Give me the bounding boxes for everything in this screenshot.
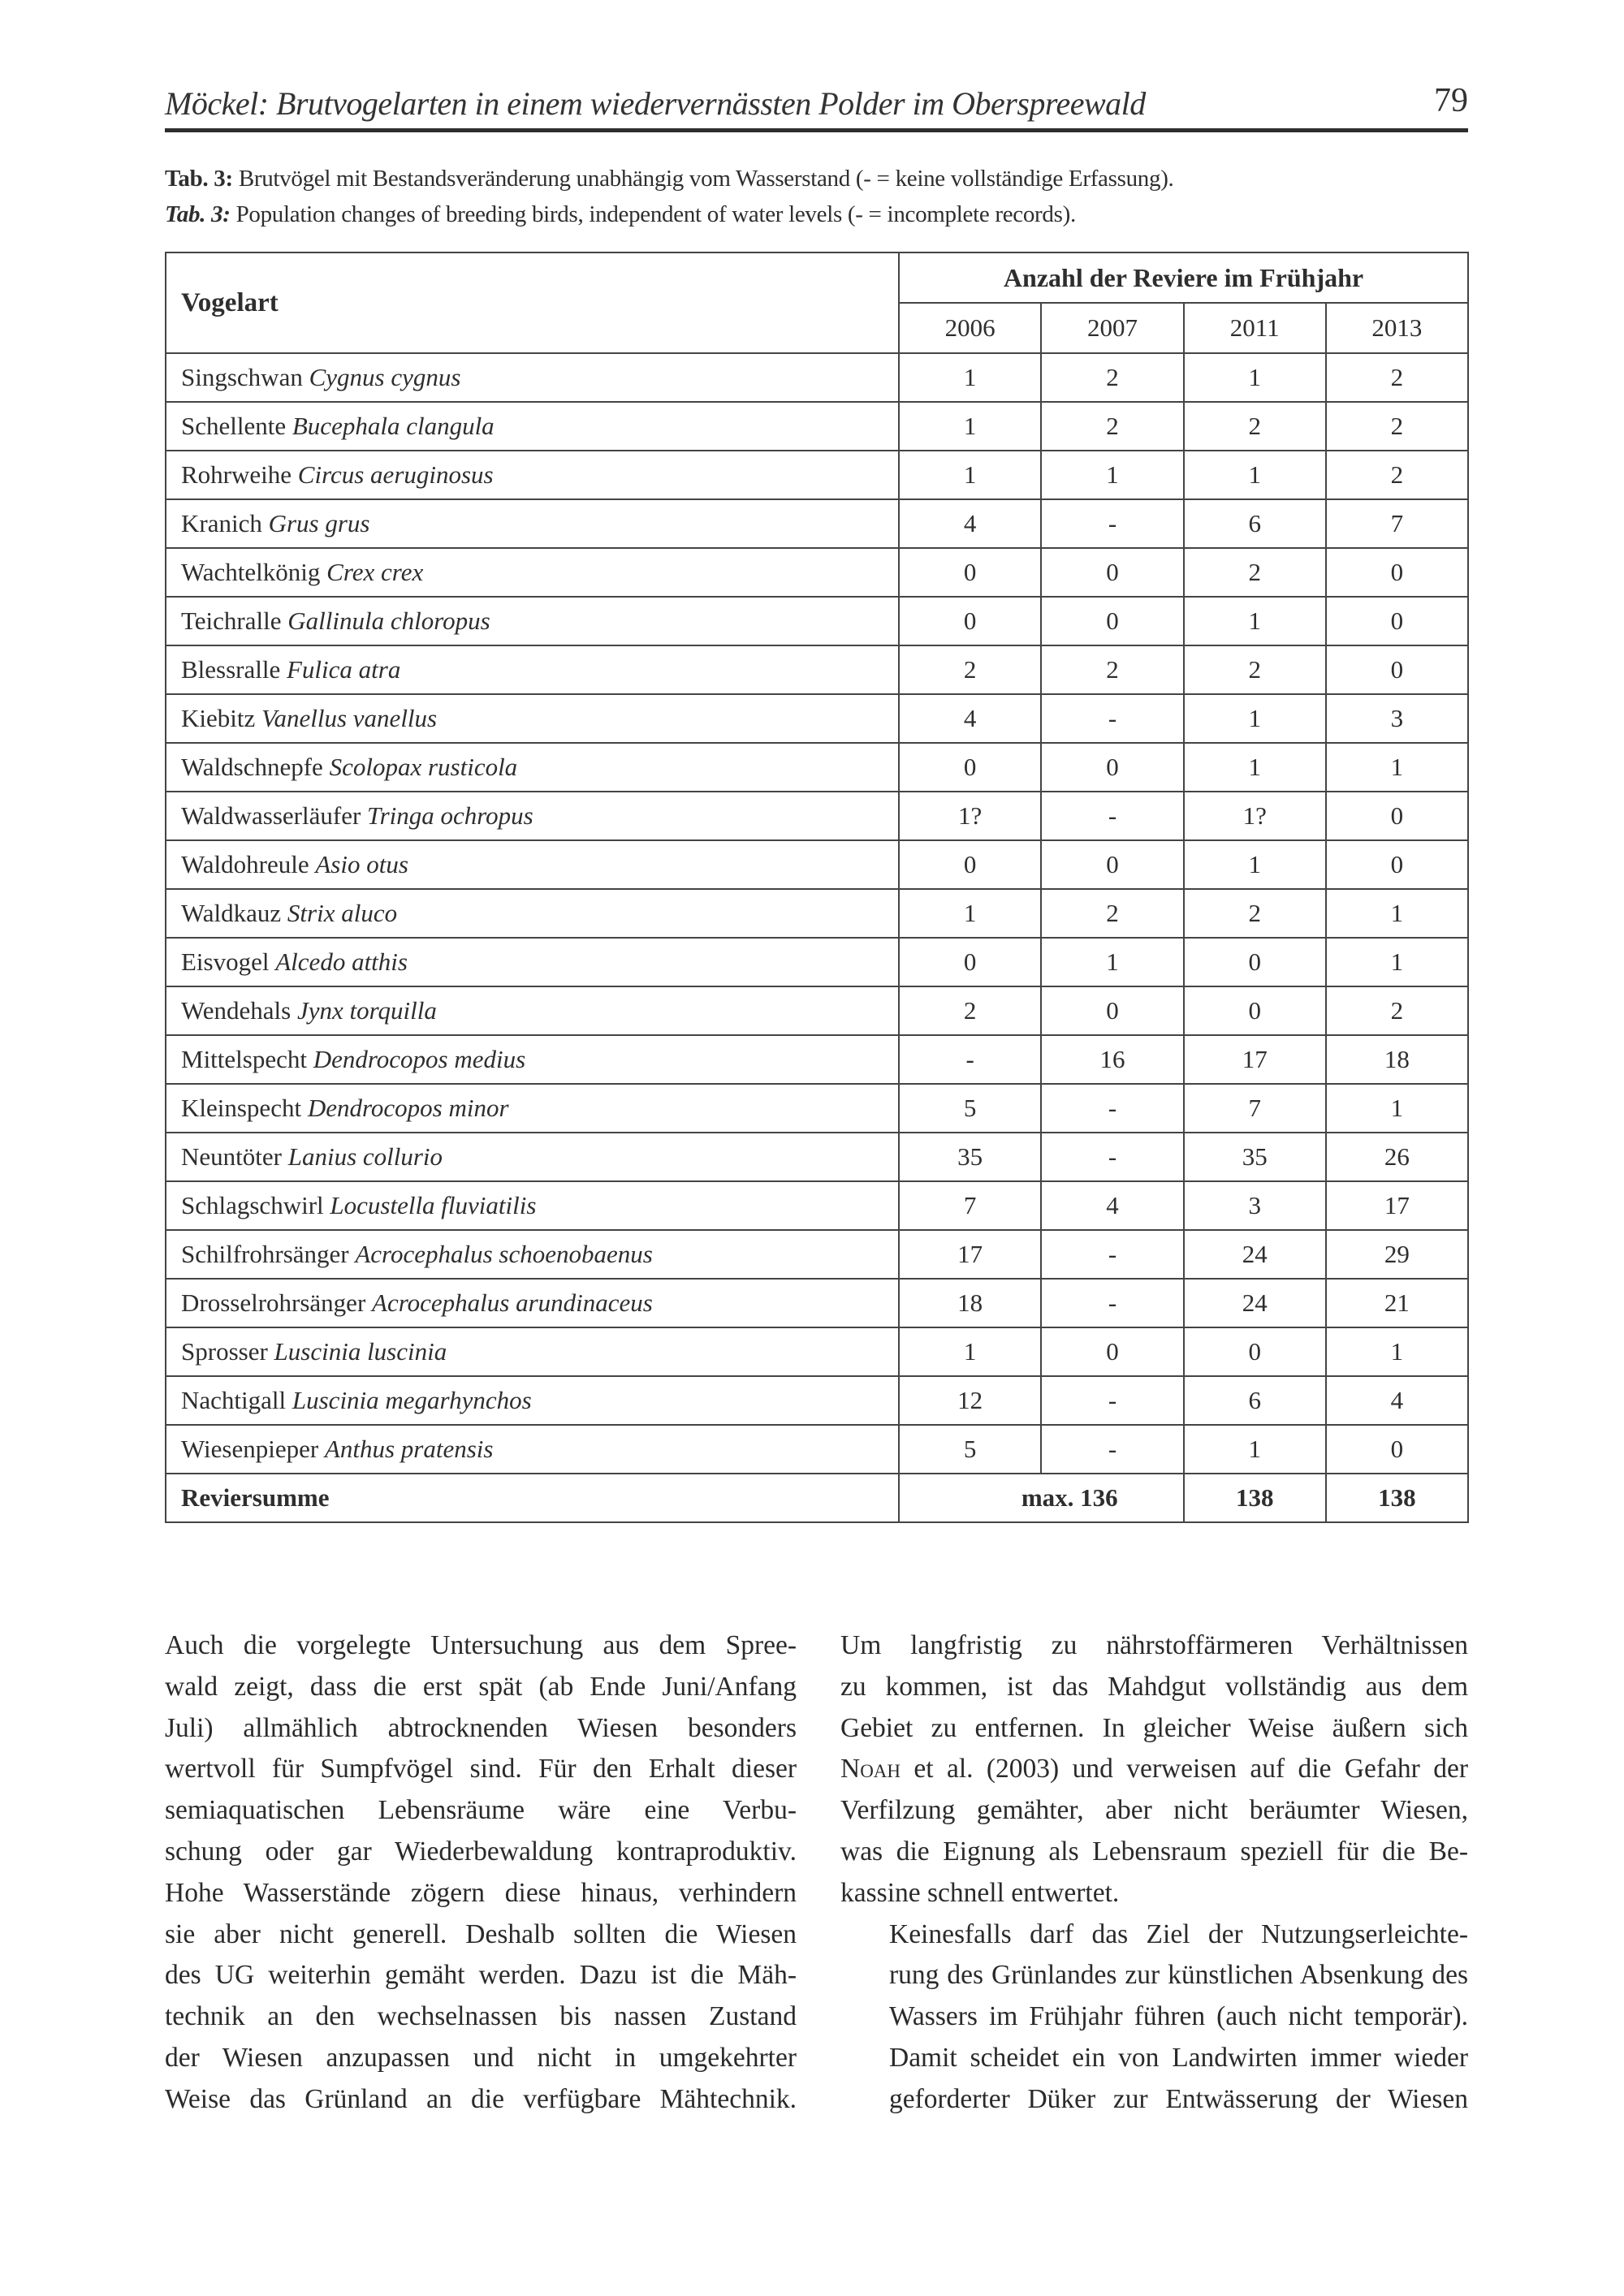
count-cell-2007: 0 — [1041, 1327, 1183, 1376]
table-body — [166, 353, 1468, 1474]
count-cell-2006: 5 — [899, 1425, 1041, 1474]
species-cell — [166, 792, 899, 840]
count-cell-2007: 0 — [1041, 743, 1183, 792]
count-cell-2007: - — [1041, 499, 1183, 548]
text-line — [840, 1749, 1468, 1790]
text-line: sie aber nicht generell. Deshalb sollten die Wiesen — [165, 1918, 797, 1949]
count-cell-2007: - — [1041, 694, 1183, 743]
table-row — [166, 1181, 1468, 1230]
common-name: Waldkauz — [181, 899, 282, 927]
table-header-row — [166, 252, 1468, 303]
count-cell-2013: 1 — [1326, 1327, 1468, 1376]
year-header: 2013 — [1326, 303, 1468, 353]
count-cell-2007: - — [1041, 792, 1183, 840]
table-row — [166, 1084, 1468, 1133]
common-name: Schilfrohrsänger — [181, 1240, 349, 1268]
count-cell-2006: 1? — [899, 792, 1041, 840]
latin-name: Anthus pratensis — [324, 1435, 494, 1463]
latin-name: Asio otus — [315, 850, 408, 878]
count-cell-2013: 17 — [1326, 1181, 1468, 1230]
body-column-right — [840, 1625, 1468, 2121]
sum-row — [166, 1474, 1468, 1522]
count-cell-2007: - — [1041, 1230, 1183, 1279]
count-cell-2006: 5 — [899, 1084, 1041, 1133]
count-cell-2013: 2 — [1326, 986, 1468, 1035]
latin-name: Acrocephalus arundinaceus — [372, 1288, 653, 1317]
count-cell-2007: - — [1041, 1279, 1183, 1327]
count-cell-2011: 1 — [1184, 353, 1326, 402]
count-cell-2011: 35 — [1184, 1133, 1326, 1181]
count-cell-2006: 4 — [899, 694, 1041, 743]
text-line: kassine schnell entwertet. — [840, 1877, 1120, 1908]
count-cell-2006: 0 — [899, 840, 1041, 889]
species-cell — [166, 1084, 899, 1133]
table-row — [166, 1279, 1468, 1327]
table-row — [166, 986, 1468, 1035]
count-cell-2007: 2 — [1041, 645, 1183, 694]
common-name: Schlagschwirl — [181, 1191, 324, 1219]
count-cell-2006: 0 — [899, 743, 1041, 792]
count-cell-2006: 7 — [899, 1181, 1041, 1230]
paragraph — [165, 1625, 797, 2121]
text-line: schung oder gar Wiederbewaldung kontraproduktiv. — [165, 1836, 797, 1867]
count-cell-2013: 3 — [1326, 694, 1468, 743]
count-cell-2006: 1 — [899, 1327, 1041, 1376]
count-cell-2006: 1 — [899, 353, 1041, 402]
latin-name: Tringa ochropus — [367, 801, 533, 830]
species-cell — [166, 548, 899, 597]
table-row — [166, 1035, 1468, 1084]
count-cell-2013: 2 — [1326, 451, 1468, 499]
common-name: Kiebitz — [181, 704, 256, 732]
sum-label: Reviersumme — [166, 1474, 899, 1522]
count-cell-2013: 4 — [1326, 1376, 1468, 1425]
text-line: Verfilzung gemähter, aber nicht beräumter Wiesen, — [840, 1795, 1468, 1826]
count-cell-2011: 0 — [1184, 986, 1326, 1035]
count-cell-2007: 1 — [1041, 451, 1183, 499]
territories-group-header: Anzahl der Reviere im Frühjahr — [899, 252, 1468, 303]
count-cell-2006: 2 — [899, 645, 1041, 694]
text-line: Gebiet zu entfernen. In gleicher Weise äußern sich — [840, 1712, 1468, 1743]
year-header: 2006 — [899, 303, 1041, 353]
common-name: Waldohreule — [181, 850, 309, 878]
count-cell-2006: 2 — [899, 986, 1041, 1035]
paragraph — [840, 1914, 1468, 2121]
species-cell — [166, 1327, 899, 1376]
latin-name: Luscinia megarhynchos — [292, 1386, 532, 1414]
latin-name: Jynx torquilla — [296, 996, 437, 1025]
common-name: Wachtelkönig — [181, 558, 321, 586]
count-cell-2011: 0 — [1184, 938, 1326, 986]
latin-name: Dendrocopos minor — [307, 1094, 509, 1122]
caption-label: Tab. 3: — [165, 201, 231, 227]
count-cell-2007: 4 — [1041, 1181, 1183, 1230]
count-cell-2007: 16 — [1041, 1035, 1183, 1084]
latin-name: Cygnus cygnus — [309, 363, 461, 391]
count-cell-2011: 2 — [1184, 548, 1326, 597]
count-cell-2011: 24 — [1184, 1279, 1326, 1327]
latin-name: Locustella fluviatilis — [330, 1191, 537, 1219]
count-cell-2013: 1 — [1326, 1084, 1468, 1133]
count-cell-2007: 1 — [1041, 938, 1183, 986]
latin-name: Circus aeruginosus — [297, 460, 494, 489]
text-line: wertvoll für Sumpfvögel sind. Für den Erhalt dieser — [165, 1754, 797, 1785]
count-cell-2013: 18 — [1326, 1035, 1468, 1084]
count-cell-2006: 4 — [899, 499, 1041, 548]
text-line: des UG weiterhin gemäht werden. Dazu ist die Mäh- — [165, 1960, 797, 1991]
table-row — [166, 1133, 1468, 1181]
common-name: Blessralle — [181, 655, 281, 684]
common-name: Singschwan — [181, 363, 303, 391]
common-name: Wiesenpieper — [181, 1435, 319, 1463]
count-cell-2011: 6 — [1184, 499, 1326, 548]
count-cell-2013: 1 — [1326, 938, 1468, 986]
sum-2011: 138 — [1184, 1474, 1326, 1522]
citation-text: et al. (2003) und verweisen auf die Gefahr der — [901, 1754, 1468, 1785]
species-cell — [166, 499, 899, 548]
count-cell-2007: - — [1041, 1425, 1183, 1474]
text-line: technik an den wechselnassen bis nassen Zustand — [165, 2001, 797, 2032]
common-name: Eisvogel — [181, 947, 270, 976]
count-cell-2013: 0 — [1326, 548, 1468, 597]
species-cell — [166, 597, 899, 645]
species-column-header: Vogelart — [166, 252, 899, 353]
table-row — [166, 1425, 1468, 1474]
latin-name: Scolopax rusticola — [329, 753, 518, 781]
count-cell-2011: 1 — [1184, 694, 1326, 743]
table-row — [166, 743, 1468, 792]
text-line: Um langfristig zu nährstoffärmeren Verhältnissen — [840, 1630, 1468, 1660]
breeding-birds-table — [165, 252, 1469, 1523]
count-cell-2013: 2 — [1326, 353, 1468, 402]
text-line: Keinesfalls darf das Ziel der Nutzungserleichte- — [889, 1918, 1468, 1949]
table-row — [166, 499, 1468, 548]
species-cell — [166, 353, 899, 402]
species-cell — [166, 1376, 899, 1425]
species-cell — [166, 743, 899, 792]
text-line: was die Eignung als Lebensraum speziell für die Be- — [840, 1836, 1468, 1867]
species-cell — [166, 645, 899, 694]
count-cell-2007: 2 — [1041, 889, 1183, 938]
sum-2013: 138 — [1326, 1474, 1468, 1522]
species-cell — [166, 451, 899, 499]
text-line: Weise das Grünland an die verfügbare Mähtechnik. — [165, 2083, 797, 2114]
text-line: semiaquatischen Lebensräume wäre eine Verbu- — [165, 1795, 797, 1826]
count-cell-2013: 21 — [1326, 1279, 1468, 1327]
species-cell — [166, 1035, 899, 1084]
count-cell-2011: 1? — [1184, 792, 1326, 840]
table-row — [166, 353, 1468, 402]
count-cell-2011: 2 — [1184, 645, 1326, 694]
count-cell-2013: 29 — [1326, 1230, 1468, 1279]
table-row — [166, 548, 1468, 597]
count-cell-2011: 17 — [1184, 1035, 1326, 1084]
count-cell-2007: - — [1041, 1133, 1183, 1181]
text-line: der Wiesen anzupassen und nicht in umgekehrter — [165, 2042, 797, 2073]
count-cell-2011: 6 — [1184, 1376, 1326, 1425]
count-cell-2013: 7 — [1326, 499, 1468, 548]
common-name: Mittelspecht — [181, 1045, 307, 1073]
caption-text: Brutvögel mit Bestandsveränderung unabhängig vom Wasserstand (- = keine vollständige Erfassung). — [232, 166, 1174, 192]
species-cell — [166, 1279, 899, 1327]
species-cell — [166, 1181, 899, 1230]
text-line: Juli) allmählich abtrocknenden Wiesen besonders — [165, 1712, 797, 1743]
count-cell-2011: 1 — [1184, 451, 1326, 499]
common-name: Neuntöter — [181, 1142, 282, 1171]
latin-name: Vanellus vanellus — [261, 704, 438, 732]
table-row — [166, 1376, 1468, 1425]
latin-name: Luscinia luscinia — [274, 1337, 447, 1366]
count-cell-2007: 0 — [1041, 548, 1183, 597]
species-cell — [166, 1230, 899, 1279]
count-cell-2006: 17 — [899, 1230, 1041, 1279]
table-caption-german — [165, 162, 1480, 195]
common-name: Schellente — [181, 412, 287, 440]
text-line: geforderter Düker zur Entwässerung der Wiesen — [889, 2083, 1468, 2114]
count-cell-2011: 7 — [1184, 1084, 1326, 1133]
count-cell-2006: 18 — [899, 1279, 1041, 1327]
latin-name: Fulica atra — [287, 655, 401, 684]
species-cell — [166, 938, 899, 986]
count-cell-2006: 1 — [899, 889, 1041, 938]
text-line: Hohe Wasserstände zögern diese hinaus, verhindern — [165, 1877, 797, 1908]
count-cell-2007: - — [1041, 1084, 1183, 1133]
count-cell-2011: 0 — [1184, 1327, 1326, 1376]
latin-name: Lanius collurio — [287, 1142, 443, 1171]
page-number: 79 — [1434, 82, 1468, 119]
latin-name: Crex crex — [326, 558, 424, 586]
species-cell — [166, 694, 899, 743]
count-cell-2013: 0 — [1326, 1425, 1468, 1474]
table-row — [166, 1327, 1468, 1376]
table-row — [166, 1230, 1468, 1279]
paragraph — [840, 1625, 1468, 1914]
table-row — [166, 451, 1468, 499]
table-row — [166, 645, 1468, 694]
count-cell-2013: 0 — [1326, 840, 1468, 889]
count-cell-2013: 1 — [1326, 889, 1468, 938]
count-cell-2013: 1 — [1326, 743, 1468, 792]
text-line: Damit scheidet ein von Landwirten immer wieder — [889, 2042, 1468, 2073]
species-cell — [166, 986, 899, 1035]
running-head — [165, 81, 1468, 132]
running-title: Möckel: Brutvogelarten in einem wiedervernässten Polder im Oberspreewald — [165, 85, 1146, 122]
latin-name: Bucephala clangula — [292, 412, 495, 440]
species-cell — [166, 889, 899, 938]
count-cell-2011: 2 — [1184, 402, 1326, 451]
latin-name: Acrocephalus schoenobaenus — [355, 1240, 653, 1268]
count-cell-2011: 1 — [1184, 597, 1326, 645]
count-cell-2007: 2 — [1041, 402, 1183, 451]
year-header: 2011 — [1184, 303, 1326, 353]
body-column-left — [165, 1625, 797, 2121]
count-cell-2011: 24 — [1184, 1230, 1326, 1279]
count-cell-2007: 2 — [1041, 353, 1183, 402]
latin-name: Gallinula chloropus — [287, 606, 490, 635]
cited-author: Noah — [840, 1754, 901, 1785]
common-name: Drosselrohrsänger — [181, 1288, 366, 1317]
count-cell-2013: 0 — [1326, 645, 1468, 694]
count-cell-2006: - — [899, 1035, 1041, 1084]
table-row — [166, 792, 1468, 840]
table-row — [166, 840, 1468, 889]
count-cell-2013: 2 — [1326, 402, 1468, 451]
count-cell-2007: - — [1041, 1376, 1183, 1425]
table-row — [166, 938, 1468, 986]
latin-name: Dendrocopos medius — [313, 1045, 526, 1073]
common-name: Nachtigall — [181, 1386, 287, 1414]
common-name: Wendehals — [181, 996, 292, 1025]
latin-name: Grus grus — [268, 509, 370, 537]
text-line: rung des Grünlandes zur künstlichen Absenkung des — [889, 1960, 1468, 1991]
count-cell-2013: 0 — [1326, 597, 1468, 645]
latin-name: Strix aluco — [287, 899, 398, 927]
count-cell-2006: 1 — [899, 402, 1041, 451]
count-cell-2006: 0 — [899, 938, 1041, 986]
common-name: Sprosser — [181, 1337, 268, 1366]
count-cell-2006: 12 — [899, 1376, 1041, 1425]
common-name: Waldschnepfe — [181, 753, 323, 781]
count-cell-2011: 1 — [1184, 1425, 1326, 1474]
species-cell — [166, 1133, 899, 1181]
year-header: 2007 — [1041, 303, 1183, 353]
sum-2006-2007: max. 136 — [899, 1474, 1184, 1522]
table-row — [166, 402, 1468, 451]
count-cell-2011: 3 — [1184, 1181, 1326, 1230]
species-cell — [166, 1425, 899, 1474]
text-line: wald zeigt, dass die erst spät (ab Ende Juni/Anfang — [165, 1671, 797, 1702]
count-cell-2011: 1 — [1184, 743, 1326, 792]
count-cell-2007: 0 — [1041, 840, 1183, 889]
common-name: Kleinspecht — [181, 1094, 302, 1122]
count-cell-2006: 1 — [899, 451, 1041, 499]
common-name: Rohrweihe — [181, 460, 292, 489]
table-caption-english — [165, 198, 1480, 231]
text-line: zu kommen, ist das Mahdgut vollständig aus dem — [840, 1671, 1468, 1702]
count-cell-2007: 0 — [1041, 597, 1183, 645]
count-cell-2013: 26 — [1326, 1133, 1468, 1181]
table-row — [166, 694, 1468, 743]
text-line: Auch die vorgelegte Untersuchung aus dem Spree- — [165, 1630, 797, 1660]
common-name: Teichralle — [181, 606, 282, 635]
count-cell-2011: 1 — [1184, 840, 1326, 889]
count-cell-2006: 0 — [899, 597, 1041, 645]
count-cell-2011: 2 — [1184, 889, 1326, 938]
table-row — [166, 889, 1468, 938]
latin-name: Alcedo atthis — [275, 947, 408, 976]
table-row — [166, 597, 1468, 645]
text-line: Wassers im Frühjahr führen (auch nicht temporär). — [889, 2001, 1468, 2032]
count-cell-2013: 0 — [1326, 792, 1468, 840]
common-name: Kranich — [181, 509, 262, 537]
species-cell — [166, 840, 899, 889]
caption-text: Population changes of breeding birds, independent of water levels (- = incomplete records). — [230, 201, 1076, 227]
count-cell-2007: 0 — [1041, 986, 1183, 1035]
species-cell — [166, 402, 899, 451]
common-name: Waldwasserläufer — [181, 801, 361, 830]
count-cell-2006: 0 — [899, 548, 1041, 597]
count-cell-2006: 35 — [899, 1133, 1041, 1181]
caption-label: Tab. 3: — [165, 166, 233, 192]
